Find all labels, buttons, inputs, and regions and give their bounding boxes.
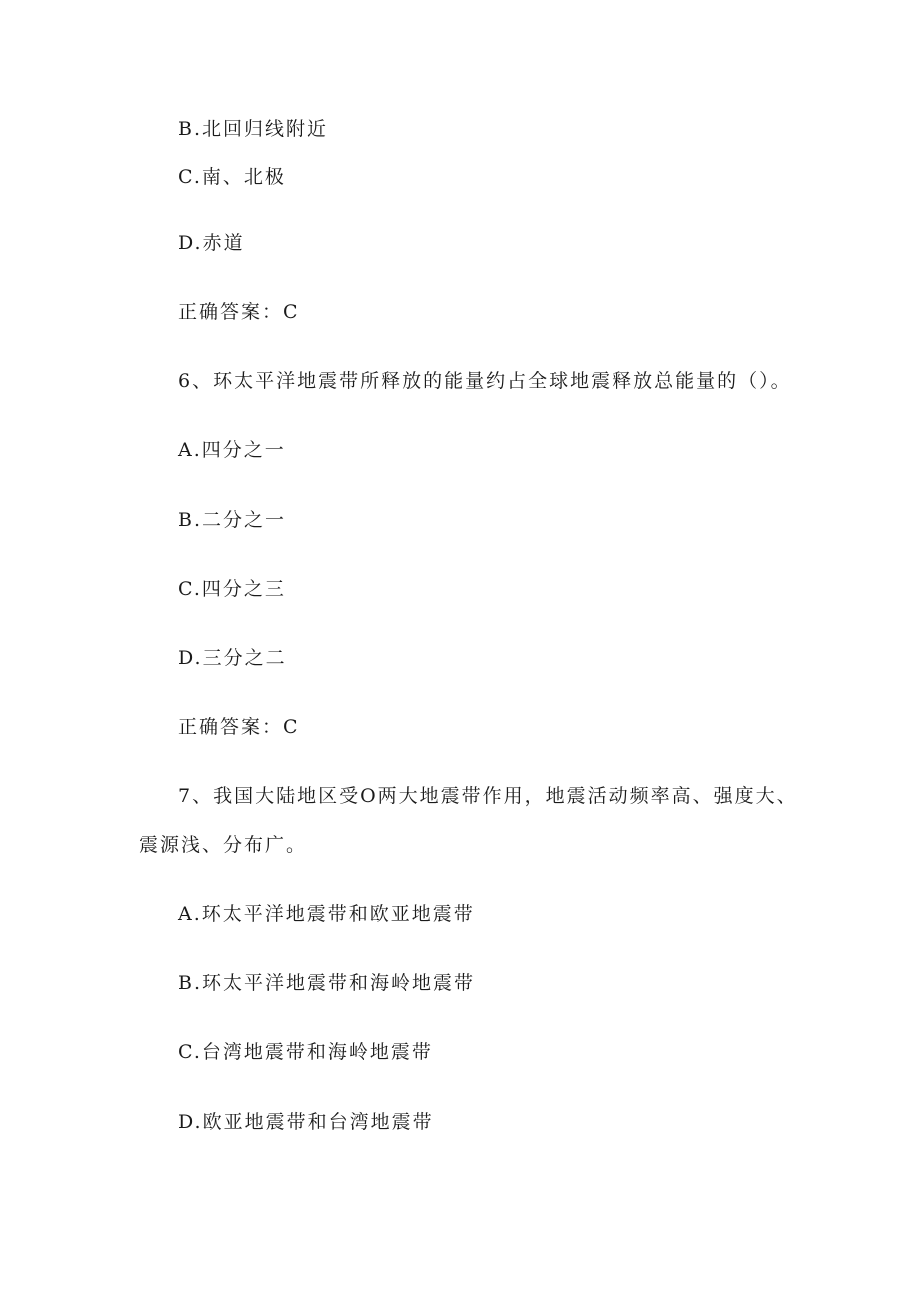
option-d: D.欧亚地震带和台湾地震带 — [178, 1111, 434, 1133]
option-c: C.南、北极 — [178, 166, 286, 188]
option-c: C.台湾地震带和海岭地震带 — [178, 1041, 433, 1063]
question-7-stem-line2: 震源浅、分布广。 — [139, 834, 308, 856]
option-b: B.二分之一 — [178, 509, 287, 531]
option-d: D.三分之二 — [178, 647, 287, 669]
option-b: B.环太平洋地震带和海岭地震带 — [178, 972, 476, 994]
correct-answer: 正确答案：C — [178, 301, 300, 323]
option-a: A.环太平洋地震带和欧亚地震带 — [178, 903, 475, 925]
option-a: A.四分之一 — [178, 439, 286, 461]
option-c: C.四分之三 — [178, 578, 286, 600]
option-b: B.北回归线附近 — [178, 118, 329, 140]
correct-answer: 正确答案：C — [178, 716, 300, 738]
option-d: D.赤道 — [178, 232, 245, 254]
question-6-stem: 6、环太平洋地震带所释放的能量约占全球地震释放总能量的（）。 — [178, 370, 792, 392]
question-7-stem-line1: 7、我国大陆地区受O两大地震带作用，地震活动频率高、强度大、 — [178, 785, 798, 807]
